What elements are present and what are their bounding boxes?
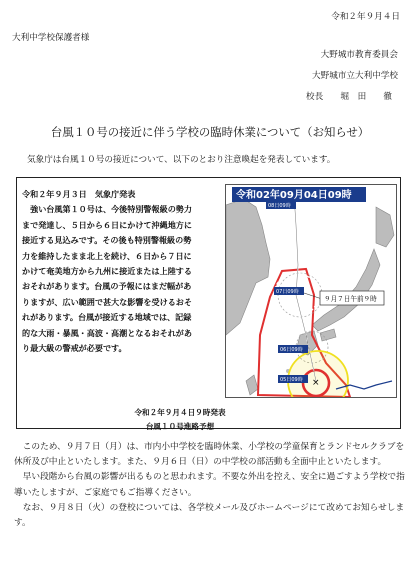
- map-caption-date: 令和２年９月４日９時発表: [134, 408, 226, 417]
- map-caption-title: 台風１０号進路予想: [145, 422, 215, 431]
- body-text: [14, 440, 409, 531]
- track-label: 05日09時: [280, 377, 303, 383]
- page-title: 台風１０号の接近に伴う学校の臨時休業について（お知らせ）: [50, 125, 370, 139]
- body-paragraph: なお、９月８日（火）の登校については、各学校メール及びホームページにて改めてお知らせします。: [14, 502, 405, 529]
- typhoon-track-map: [225, 184, 397, 398]
- track-label: 07日09時: [276, 289, 299, 295]
- sender-principal: 校長 堀 田 徹: [306, 92, 392, 102]
- recipient: 大利中学校保護者様: [12, 33, 90, 43]
- intro-text: 気象庁は台風１０号の接近について、以下のとおり注意喚起を発表しています。: [27, 155, 336, 165]
- jma-notice: [22, 187, 222, 356]
- callout-text: ９月７日午前９時: [324, 295, 377, 303]
- notice-line: 接近する見込みです。その後も特別警報級の勢: [22, 235, 192, 246]
- notice-line: 的な大雨・暴風・高波・高潮となるおそれがあ: [22, 327, 192, 338]
- notice-line: かけて奄美地方から九州に接近または上陸する: [22, 266, 192, 277]
- body-paragraph: このため、９月７日（月）は、市内小中学校を臨時休業、小学校の学童保育とランドセルクラブを休所及び中止といたします。また、９月６日（日）の中学校の部活動も全面中止といたします。: [14, 442, 405, 468]
- track-label: 08日09時: [268, 203, 291, 209]
- notice-line: おそれがあります。台風の予報にはまだ幅があ: [22, 281, 192, 292]
- notice-line: 力を維持したまま北上を続け、６日から７日に: [22, 250, 192, 261]
- document-date: 令和２年９月４日: [331, 12, 400, 22]
- track-label: 06日09時: [280, 347, 303, 353]
- notice-line: り最大級の警戒が必要です。: [22, 343, 127, 354]
- notice-heading: 令和２年９月３日 気象庁発表: [22, 189, 136, 199]
- map-timestamp: 令和02年09月04日09時: [236, 190, 352, 201]
- storm-center-icon: ×: [312, 378, 320, 388]
- notice-line: れがあります。台風が接近する地域では、記録: [22, 312, 192, 323]
- notice-line: まで発達し、５日から６日にかけて沖縄地方に: [22, 219, 192, 230]
- notice-line: りますが、広い範囲で甚大な影響を受けるおそ: [22, 296, 192, 307]
- body-paragraph: 早い段階から台風の影響が出るものと思われます。不要な外出を控え、安全に過ごすよう学校で指導いたしますが、ご家庭でもご指導ください。: [14, 472, 405, 498]
- sender-board: 大野城市教育委員会: [320, 50, 398, 60]
- sender-school: 大野城市立大利中学校: [312, 71, 398, 81]
- typhoon-map-graphic: [226, 185, 396, 397]
- notice-line: 強い台風第１０号は、今後特別警報級の勢力: [22, 204, 192, 215]
